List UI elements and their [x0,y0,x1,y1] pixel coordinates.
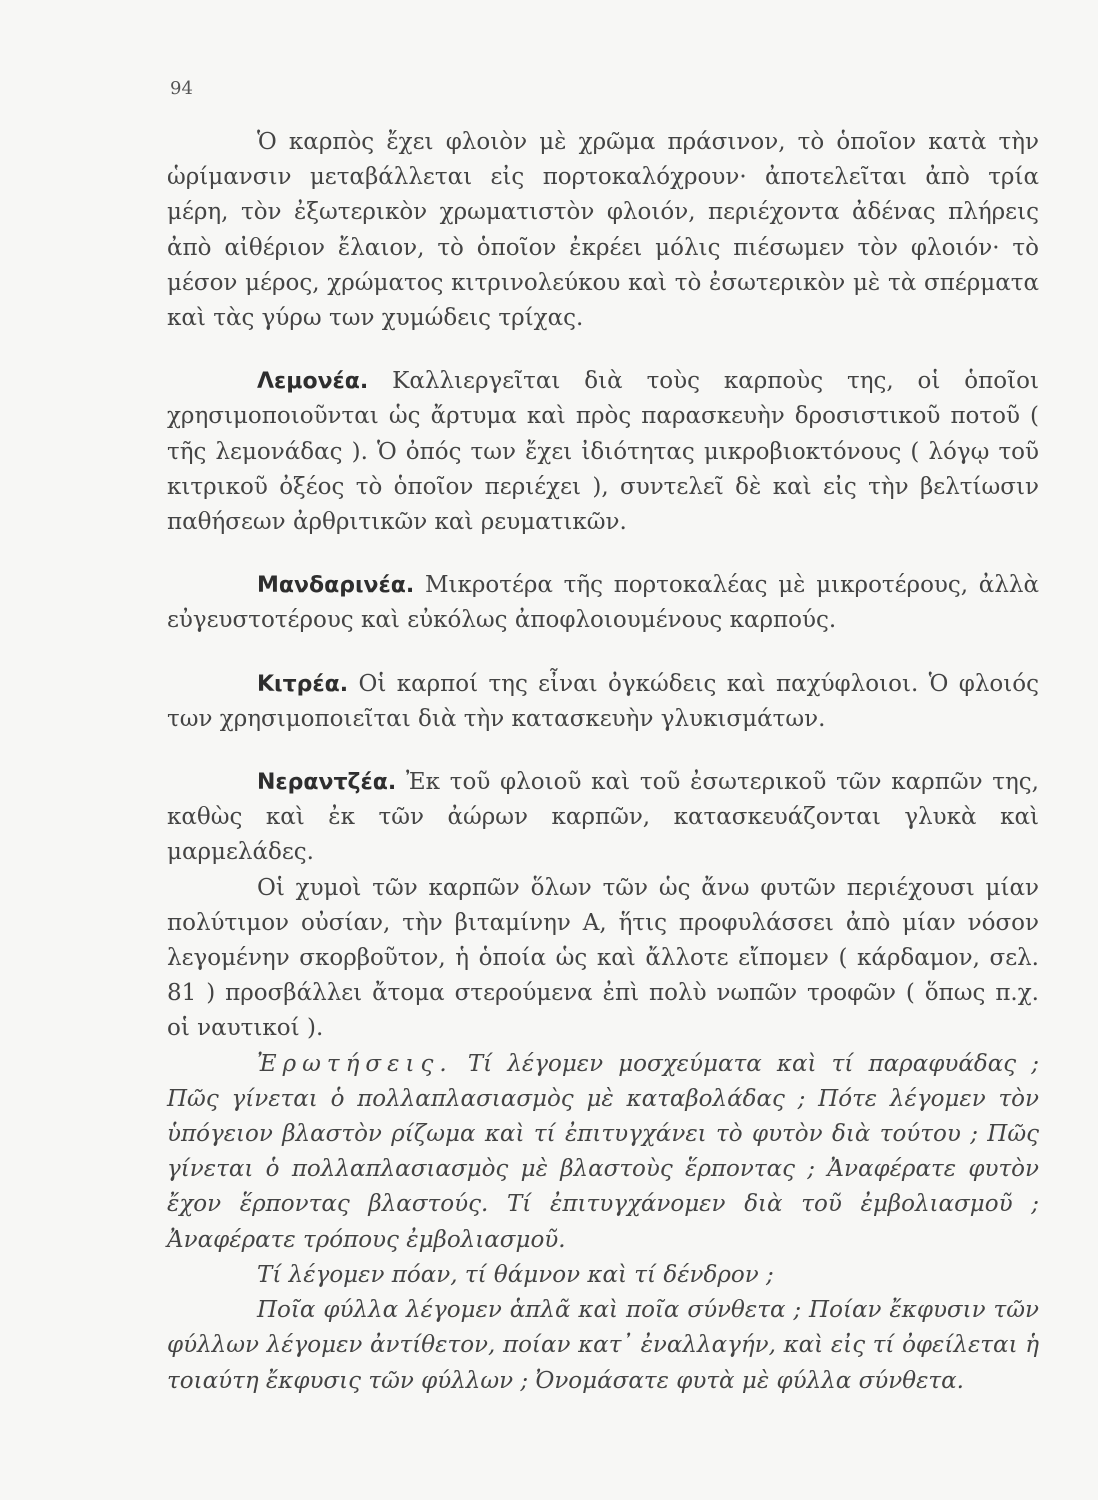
mandarin-text: Μικροτέρα τῆς πορτοκαλέας μὲ μικροτέρους, ἀλλὰ εὐγευστοτέρους καὶ εὐκόλως ἀποφλοιουμένους καρπούς. [167,572,1040,634]
lemon-paragraph [167,364,1039,540]
questions-text-1: Τί λέγομεν μοσχεύματα καὶ τί παραφυάδας ; Πῶς γίνεται ὁ πολλαπλασιασμὸς μὲ καταβολάδας ; Πότε λέγομεν τὸν ὑπόγειον βλαστὸν ρίζωμα καὶ τί ἐπιτυγχάνει τὸ φυτὸν διὰ τούτου ; Πῶς γίνεται ὁ πολλαπλασιασμὸς μὲ βλαστοὺς ἕρποντας ; Ἀναφέρατε φυτὸν ἔχον ἕρποντας βλαστούς. Τί ἐπιτυγχάνομεν διὰ τοῦ ἐμβολιασμοῦ ; Ἀναφέρατε τρόπους ἐμβολιασμοῦ. [167,1050,1039,1253]
lemon-heading: Λεμονέα. [257,369,369,395]
page-text [167,125,1039,1399]
bitter-orange-text: Ἐκ τοῦ φλοιοῦ καὶ τοῦ ἐσωτερικοῦ τῶν καρπῶν της, καθὼς καὶ ἐκ τῶν ἀώρων καρπῶν, κατασκευάζονται γλυκὰ καὶ μαρμελάδες. [167,769,1039,866]
questions-label: Ἐρωτήσεις. [257,1050,453,1077]
bitter-orange-heading: Νεραντζέα. [257,770,397,796]
questions-paragraph-3: Ποῖα φύλλα λέγομεν ἁπλᾶ καὶ ποῖα σύνθετα ; Ποίαν ἔκφυσιν τῶν φύλλων λέγομεν ἀντίθετον, ποίαν κατ᾽ ἐναλλαγήν, καὶ εἰς τί ὀφείλεται ἡ τοιαύτη ἔκφυσις τῶν φύλλων ; Ὀνομάσατε φυτὰ μὲ φύλλα σύνθετα. [167,1297,1039,1394]
mandarin-paragraph [167,568,1039,638]
lemon-text: Καλλιεργεῖται διὰ τοὺς καρποὺς της, οἱ ὁποῖοι χρησιμοποιοῦνται ὡς ἄρτυμα καὶ πρὸς παρασκευὴν δροσιστικοῦ ποτοῦ ( τῆς λεμονάδας ). Ὁ ὀπός των ἔχει ἰδιότητας μικροβιοκτόνους ( λόγῳ τοῦ κιτρικοῦ ὀξέος τὸ ὁποῖον περιέχει ), συντελεῖ δὲ καὶ εἰς τὴν βελτίωσιν παθήσεων ἀρθριτικῶν καὶ ρευματικῶν. [167,368,1039,536]
page-number: 94 [170,78,193,99]
mandarin-heading: Μανδαρινέα. [257,573,415,599]
citron-heading: Κιτρέα. [257,671,349,697]
intro-paragraph: Ὁ καρπὸς ἔχει φλοιὸν μὲ χρῶμα πράσινον, τὸ ὁποῖον κατὰ τὴν ὡρίμανσιν μεταβάλλεται εἰς πορτοκαλόχρουν· ἀποτελεῖται ἀπὸ τρία μέρη, τὸν ἐξωτερικὸν χρωματιστὸν φλοιόν, περιέχοντα ἀδένας πλήρεις ἀπὸ αἰθέριον ἔλαιον, τὸ ὁποῖον ἐκρέει μόλις πιέσωμεν τὸν φλοιόν· τὸ μέσον μέρος, χρώματος κιτρινολεύκου καὶ τὸ ἐσωτερικὸν μὲ τὰ σπέρματα καὶ τὰς γύρω των χυμώδεις τρίχας. [167,129,1039,332]
questions-paragraph [167,1047,1039,1258]
vitamin-paragraph: Οἱ χυμοὶ τῶν καρπῶν ὅλων τῶν ὡς ἄνω φυτῶν περιέχουσι μίαν πολύτιμον οὐσίαν, τὴν βιταμίνην Α, ἥτις προφυλάσσει ἀπὸ μίαν νόσον λεγομένην σκορβοῦτον, ἡ ὁποία ὡς καὶ ἄλλοτε εἴπομεν ( κάρδαμον, σελ. 81 ) προσβάλλει ἄτομα στερούμενα ἐπὶ πολὺ νωπῶν τροφῶν ( ὅπως π.χ. οἱ ναυτικοί ). [167,874,1039,1042]
citron-text: Οἱ καρποί της εἶναι ὀγκώδεις καὶ παχύφλοιοι. Ὁ φλοιός των χρησιμοποιεῖται διὰ τὴν κατασκευὴν γλυκισμάτων. [167,670,1039,732]
citron-paragraph [167,667,1039,737]
bitter-orange-paragraph [167,765,1039,871]
questions-paragraph-2: Τί λέγομεν πόαν, τί θάμνον καὶ τί δένδρον ; [257,1261,774,1288]
